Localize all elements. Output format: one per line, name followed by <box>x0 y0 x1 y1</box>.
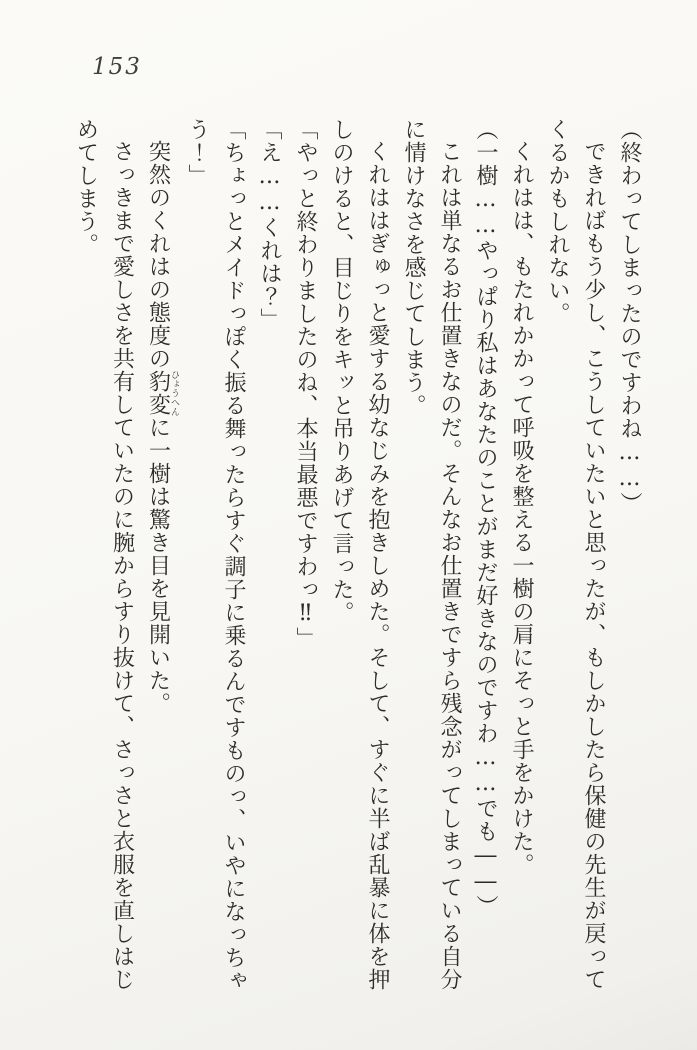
paragraph: 「やっと終わりましたのね、本当最悪ですわっ‼」 <box>293 118 318 650</box>
paragraph: 「え……くれは？」 <box>257 118 282 331</box>
ruby-annotation: 豹変ひょうへん <box>145 370 179 416</box>
paragraph: くれははぎゅっと愛する幼なじみを抱きしめた。そして、すぐに半ば乱暴に体を押しのけると、目じりをキッと吊りあげて言った。 <box>329 118 390 991</box>
paragraph: 「ちょっとメイドっぽく振る舞ったらすぐ調子に乗るんですものっ、いやになっちゃう！」 <box>185 118 246 992</box>
paragraph: （終わってしまったのですわね……） <box>617 118 642 515</box>
paragraph: （一樹……やっぱり私はあなたのことがまだ好きなのですわ……でも――） <box>473 118 498 918</box>
paragraph: これは単なるお仕置きなのだ。そんなお仕置きですら残念がってしまっている自分に情けなさを感じてしまう。 <box>401 118 462 991</box>
paragraph: できればもう少し、こうしていたいと思ったが、もしかしたら保健の先生が戻ってくるかもしれない。 <box>545 118 606 991</box>
page-text-body <box>68 118 648 1006</box>
paragraph: くれはは、もたれかかって呼吸を整える一樹の肩にそっと手をかけた。 <box>509 140 534 876</box>
paragraph: 突然のくれはの態度の豹変ひょうへんに一樹は驚き目を見開いた。 <box>145 140 179 715</box>
paragraph: さっきまで愛しさを共有していたのに腕からすり抜けて、さっさと衣服を直しはじめてしまう。 <box>73 118 135 991</box>
page-number: 153 <box>92 54 142 80</box>
